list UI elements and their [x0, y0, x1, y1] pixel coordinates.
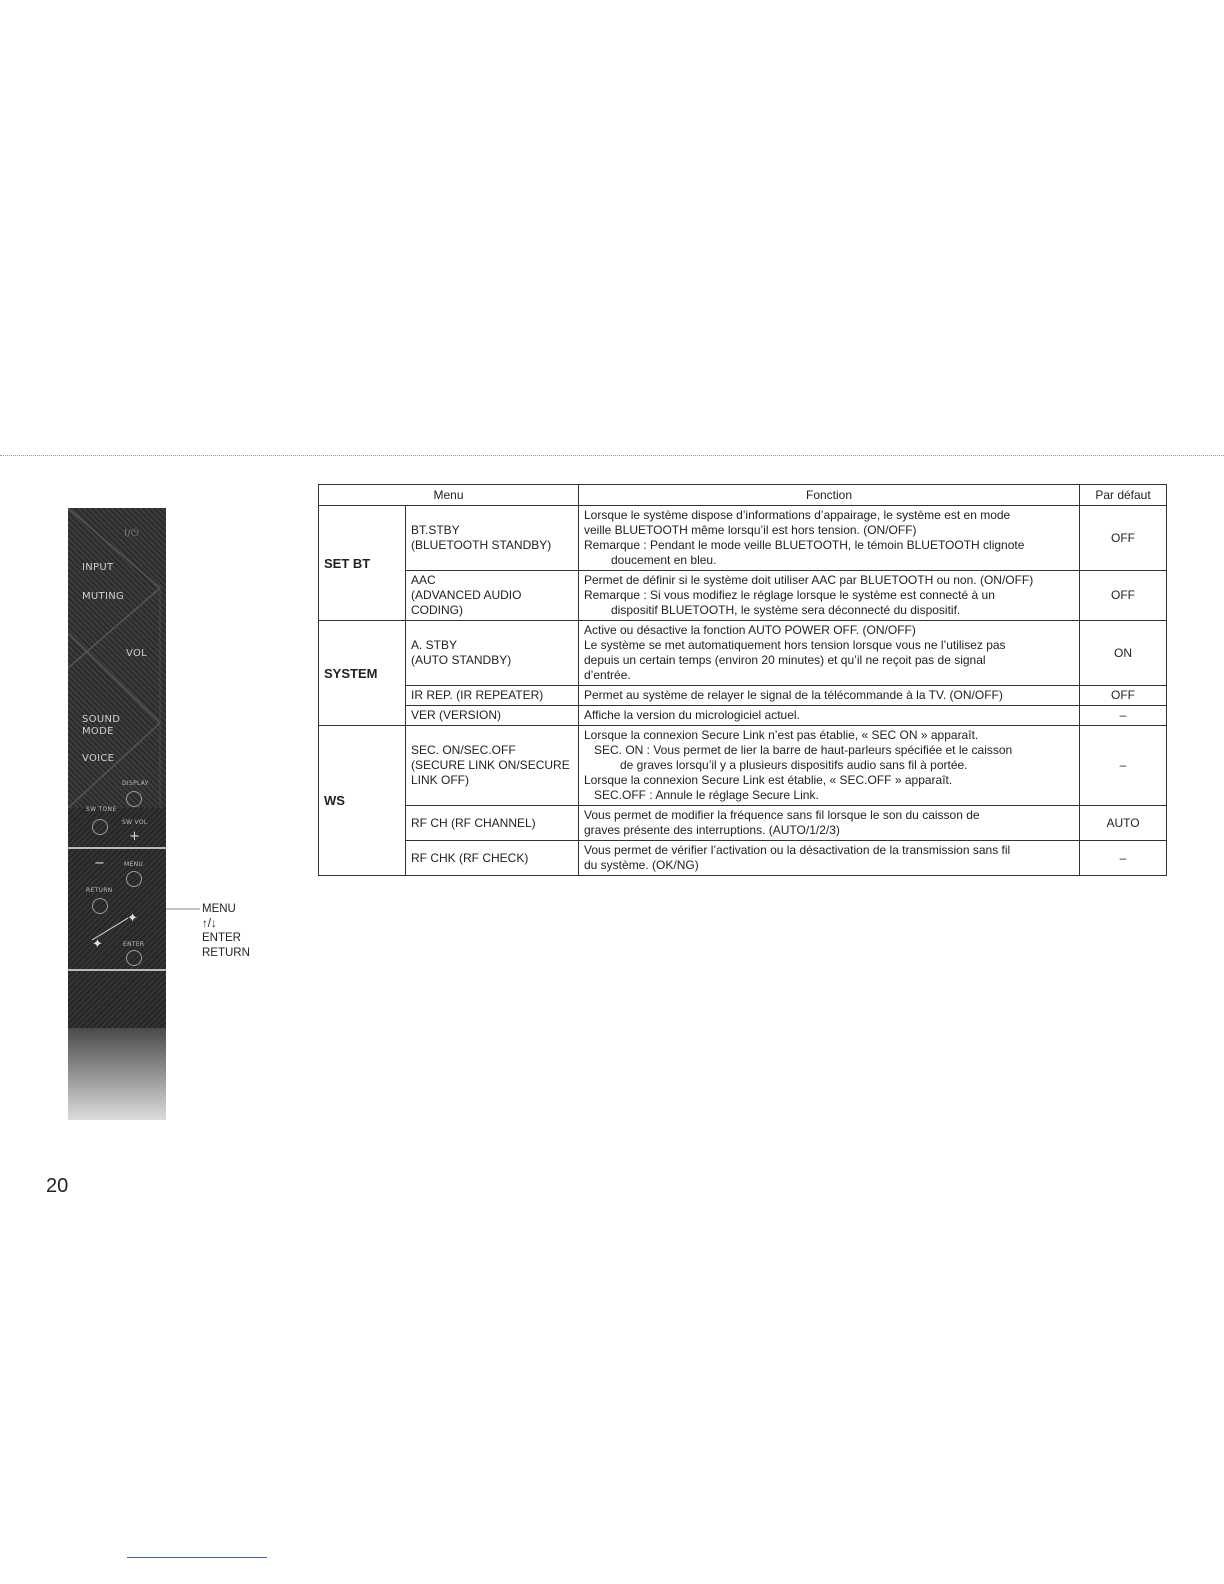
function-line: veille BLUETOOTH même lorsqu’il est hors tension. (ON/OFF) [584, 523, 917, 537]
function-line: Permet au système de relayer le signal de la télécommande à la TV. (ON/OFF) [584, 688, 1003, 702]
item-line: AAC [411, 573, 436, 587]
function-line: Vous permet de vérifier l’activation ou la désactivation de la transmission sans fil [584, 843, 1011, 857]
item-line: CODING) [411, 603, 463, 617]
menu-item-a-stby [406, 621, 579, 686]
down-arrow-icon: ✦ [92, 937, 103, 952]
display-button-label: DISPLAY [122, 780, 149, 787]
section-ws: WS [319, 726, 406, 876]
voice-button-label: VOICE [82, 753, 115, 764]
enter-button-label: ENTER [123, 941, 145, 948]
function-ver [579, 706, 1080, 726]
callout-menu: MENU [202, 903, 236, 915]
item-line: (ADVANCED AUDIO [411, 588, 522, 602]
enter-button [126, 950, 142, 966]
function-bt-stby [579, 506, 1080, 571]
item-line: LINK OFF) [411, 773, 470, 787]
sw-vol-label: SW VOL [122, 819, 148, 826]
remote-facets [68, 508, 166, 1043]
section-set-bt: SET BT [319, 506, 406, 621]
function-rf-ch [579, 806, 1080, 841]
default-rf-chk: – [1080, 841, 1167, 876]
function-line: Vous permet de modifier la fréquence sans fil lorsque le son du caisson de [584, 808, 980, 822]
input-button-label: INPUT [82, 562, 114, 573]
muting-button-label: MUTING [82, 591, 125, 602]
function-line: graves présente des interruptions. (AUTO/1/2/3) [584, 823, 840, 837]
function-line: Active ou désactive la fonction AUTO POWER OFF. (ON/OFF) [584, 623, 916, 637]
table-row [319, 506, 1167, 571]
function-line: dispositif BLUETOOTH, le système sera déconnecté du dispositif. [611, 603, 961, 617]
menu-item-rf-chk [406, 841, 579, 876]
minus-icon: − [94, 856, 105, 871]
item-line: (SECURE LINK ON/SECURE [411, 758, 570, 772]
table-row [319, 706, 1167, 726]
function-line: depuis un certain temps (environ 20 minutes) et qu’il ne reçoit pas de signal [584, 653, 986, 667]
sound-mode-label-line2: MODE [82, 726, 114, 737]
callout-enter: ENTER [202, 932, 241, 944]
header-rule [0, 455, 1224, 456]
item-line: SEC. ON/SEC.OFF [411, 743, 516, 757]
menu-item-ver [406, 706, 579, 726]
power-label: I/⏻ [124, 528, 140, 539]
sw-tone-label: SW TONE [86, 806, 117, 813]
page-number: 20 [46, 1175, 69, 1197]
sw-tone-button [92, 819, 108, 835]
item-line: RF CHK (RF CHECK) [411, 850, 529, 865]
function-sec-on-off [579, 726, 1080, 806]
function-line: du système. (OK/NG) [584, 858, 699, 872]
item-line: A. STBY [411, 638, 458, 652]
function-line: Permet de définir si le système doit utiliser AAC par BLUETOOTH ou non. (ON/OFF) [584, 573, 1034, 587]
menu-item-rf-ch [406, 806, 579, 841]
menu-button [126, 871, 142, 887]
table-header-row [319, 485, 1167, 506]
plus-icon: + [129, 829, 140, 844]
function-line: Affiche la version du micrologiciel actuel. [584, 708, 800, 722]
item-line: RF CH (RF CHANNEL) [411, 815, 536, 830]
header-menu: Menu [319, 485, 579, 506]
item-line: (AUTO STANDBY) [411, 653, 512, 667]
table-row [319, 726, 1167, 806]
default-ir-rep: OFF [1080, 686, 1167, 706]
callout-leader-line [166, 904, 206, 914]
function-aac [579, 571, 1080, 621]
callout-arrows: ↑/↓ [202, 917, 217, 930]
function-line: Lorsque la connexion Secure Link est établie, « SEC.OFF » apparaît. [584, 773, 953, 787]
return-button-label: RETURN [86, 887, 113, 894]
table-row [319, 806, 1167, 841]
default-rf-ch: AUTO [1080, 806, 1167, 841]
menu-item-sec-on-off [406, 726, 579, 806]
table-row [319, 686, 1167, 706]
function-line: SEC.OFF : Annule le réglage Secure Link. [594, 788, 819, 802]
remote-callout [202, 902, 250, 960]
table-row [319, 571, 1167, 621]
function-line: d’entrée. [584, 668, 631, 682]
table-row [319, 841, 1167, 876]
function-line: Remarque : Pendant le mode veille BLUETOOTH, le témoin BLUETOOTH clignote [584, 538, 1025, 552]
menu-item-ir-rep [406, 686, 579, 706]
item-line: BT.STBY [411, 523, 460, 537]
default-ver: – [1080, 706, 1167, 726]
function-line: Le système se met automatiquement hors tension lorsque vous ne l’utilisez pas [584, 638, 1006, 652]
remote-control-illustration [68, 508, 166, 1120]
item-line: (BLUETOOTH STANDBY) [411, 538, 552, 552]
menu-button-label: MENU [124, 861, 144, 868]
display-button [126, 791, 142, 807]
menu-item-bt-stby [406, 506, 579, 571]
settings-menu-table [318, 484, 1167, 876]
table-row [319, 621, 1167, 686]
header-fonction: Fonction [579, 485, 1080, 506]
vol-label: VOL [126, 648, 148, 659]
default-a-stby: ON [1080, 621, 1167, 686]
item-line: VER (VERSION) [411, 708, 502, 722]
function-line: doucement en bleu. [611, 553, 717, 567]
default-bt-stby: OFF [1080, 506, 1167, 571]
function-ir-rep [579, 686, 1080, 706]
function-line: Remarque : Si vous modifiez le réglage lorsque le système est connecté à un [584, 588, 995, 602]
function-line: Lorsque le système dispose d’informations d’appairage, le système est en mode [584, 508, 1011, 522]
return-button [92, 898, 108, 914]
item-line: IR REP. (IR REPEATER) [411, 688, 544, 702]
up-arrow-icon: ✦ [127, 911, 138, 926]
default-sec-on-off: – [1080, 726, 1167, 806]
default-aac: OFF [1080, 571, 1167, 621]
section-system: SYSTEM [319, 621, 406, 726]
function-line: Lorsque la connexion Secure Link n’est pas établie, « SEC ON » apparaît. [584, 728, 979, 742]
callout-return: RETURN [202, 946, 250, 959]
function-a-stby [579, 621, 1080, 686]
function-rf-chk [579, 841, 1080, 876]
menu-item-aac [406, 571, 579, 621]
footer-link-underline[interactable] [127, 1557, 267, 1558]
sound-mode-label-line1: SOUND [82, 714, 121, 725]
function-line: de graves lorsqu’il y a plusieurs dispositifs audio sans fil à portée. [620, 758, 968, 772]
function-line: SEC. ON : Vous permet de lier la barre de haut-parleurs spécifiée et le caisson [594, 743, 1013, 757]
header-par-defaut: Par défaut [1080, 485, 1167, 506]
